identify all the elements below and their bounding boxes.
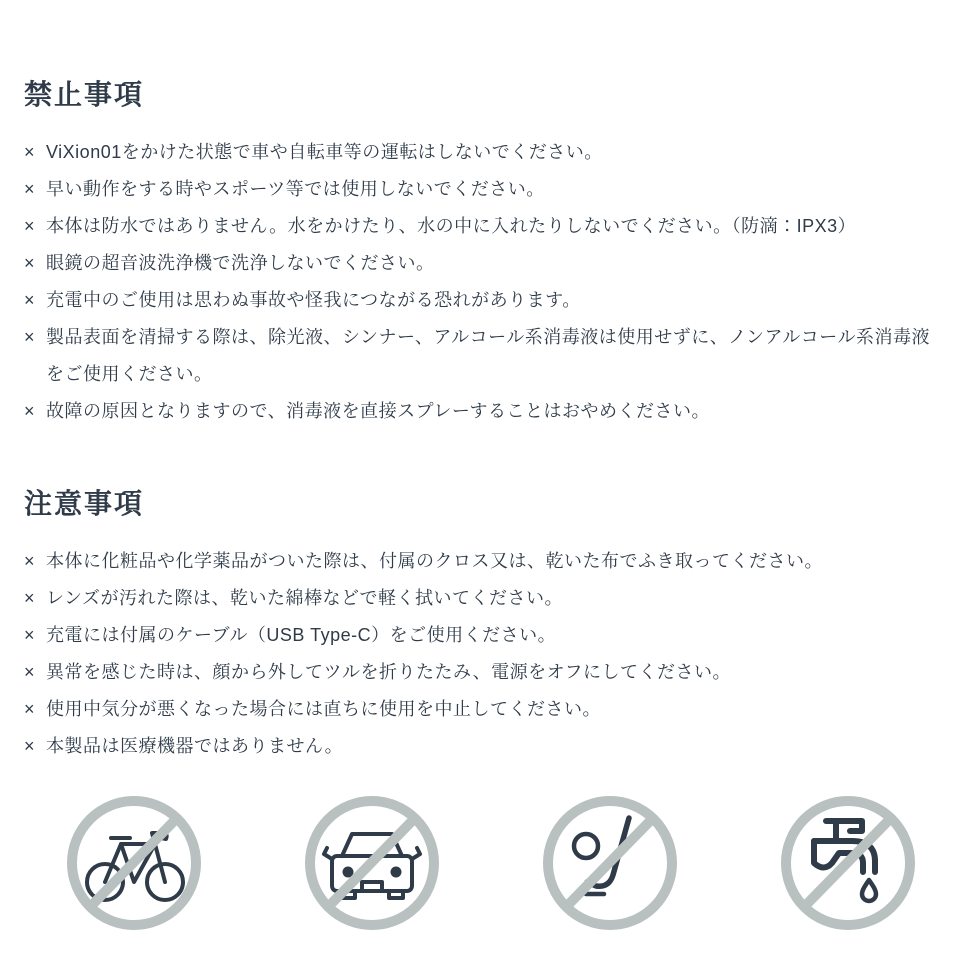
cross-mark-icon: × [24, 588, 36, 608]
list-item [24, 691, 936, 728]
no-car-icon [302, 793, 442, 933]
cross-mark-icon: × [24, 327, 36, 347]
caution-list [24, 543, 936, 765]
cross-mark-icon: × [24, 142, 36, 162]
prohibited-list [24, 134, 936, 430]
section-caution [24, 487, 936, 765]
no-sports-icon [540, 793, 680, 933]
list-item-text: 充電には付属のケーブル（USB Type-C）をご使用ください。 [46, 625, 557, 645]
prohibition-icons-row [64, 793, 918, 933]
list-item-text: ViXion01をかけた状態で車や自転車等の運転はしないでください。 [46, 142, 603, 162]
list-item-text: レンズが汚れた際は、乾いた綿棒などで軽く拭いてください。 [46, 588, 564, 608]
list-item-text: 本体は防水ではありません。水をかけたり、水の中に入れたりしないでください。（防滴：IPX3） [46, 216, 857, 236]
list-item-text: 早い動作をする時やスポーツ等では使用しないでください。 [46, 179, 545, 199]
cross-mark-icon: × [24, 625, 36, 645]
list-item-text: 故障の原因となりますので、消毒液を直接スプレーすることはおやめください。 [46, 401, 711, 421]
list-item [24, 393, 936, 430]
list-item-text: 製品表面を清掃する際は、除光液、シンナー、アルコール系消毒液は使用せずに、ノンアルコール系消毒液をご使用ください。 [46, 327, 930, 384]
page-title: 禁止事項 [24, 79, 145, 110]
list-item [24, 580, 936, 617]
section-prohibited [24, 78, 936, 430]
cross-mark-icon: × [24, 662, 36, 682]
list-item-text: 使用中気分が悪くなった場合には直ちに使用を中止してください。 [46, 699, 601, 719]
list-item [24, 171, 936, 208]
list-item [24, 654, 936, 691]
list-item-text: 本製品は医療機器ではありません。 [46, 736, 344, 756]
cross-mark-icon: × [24, 551, 36, 571]
list-item [24, 543, 936, 580]
list-item [24, 728, 936, 765]
cross-mark-icon: × [24, 253, 36, 273]
list-item [24, 208, 936, 245]
list-item-text: 充電中のご使用は思わぬ事故や怪我につながる恐れがあります。 [46, 290, 581, 310]
list-item-text: 本体に化粧品や化学薬品がついた際は、付属のクロス又は、乾いた布でふき取ってください。 [46, 551, 823, 571]
list-item [24, 134, 936, 171]
no-water-icon [778, 793, 918, 933]
no-bicycle-icon [64, 793, 204, 933]
cross-mark-icon: × [24, 401, 36, 421]
list-item-text: 異常を感じた時は、顔から外してツルを折りたたみ、電源をオフにしてください。 [46, 662, 732, 682]
list-item [24, 617, 936, 654]
list-item [24, 282, 936, 319]
cross-mark-icon: × [24, 699, 36, 719]
list-item-text: 眼鏡の超音波洗浄機で洗浄しないでください。 [46, 253, 435, 273]
cross-mark-icon: × [24, 290, 36, 310]
list-item [24, 245, 936, 282]
cross-mark-icon: × [24, 179, 36, 199]
cross-mark-icon: × [24, 736, 36, 756]
list-item [24, 319, 936, 393]
cross-mark-icon: × [24, 216, 36, 236]
section-title: 注意事項 [24, 488, 145, 519]
